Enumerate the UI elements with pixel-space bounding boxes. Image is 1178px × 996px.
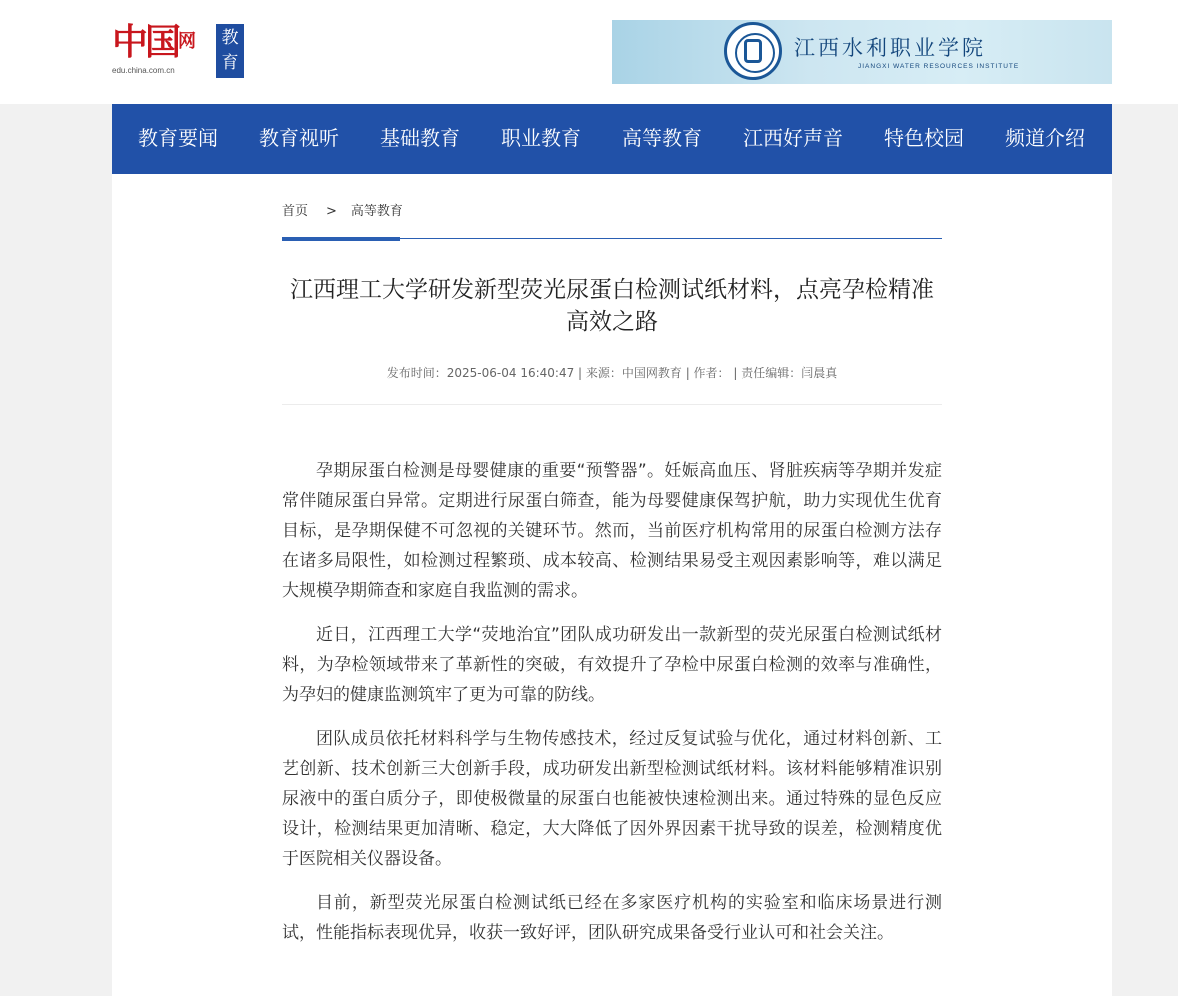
- article-title: 江西理工大学研发新型荧光尿蛋白检测试纸材料，点亮孕检精准高效之路: [290, 277, 934, 335]
- article-paragraph: 近日，江西理工大学“荧地治宜”团队成功研发出一款新型的荧光尿蛋白检测试纸材料，为孕检领域带来了革新性的突破，有效提升了孕检中尿蛋白检测的效率与准确性，为孕妇的健康监测筑牢了更为可靠的防线。: [282, 625, 942, 705]
- nav-item-education-news[interactable]: 教育要闻: [138, 126, 218, 150]
- breadcrumb: [282, 200, 403, 219]
- school-emblem-icon: [724, 22, 782, 80]
- logo-channel-badge: 教育: [216, 24, 244, 78]
- logo-wang-text: 网: [178, 31, 197, 52]
- banner-school-name: 江西水利职业学院: [794, 36, 986, 60]
- breadcrumb-separator: >: [326, 204, 337, 219]
- nav-item-jiangxi-voice[interactable]: 江西好声音: [743, 126, 843, 150]
- breadcrumb-home-link[interactable]: 首页: [282, 204, 309, 219]
- china-com-cn-logo[interactable]: [112, 20, 244, 78]
- nav-item-basic-education[interactable]: 基础教育: [380, 126, 460, 150]
- breadcrumb-current-link[interactable]: 高等教育: [350, 204, 403, 219]
- article-container: [112, 174, 1112, 996]
- article-paragraph: 目前，新型荧光尿蛋白检测试纸已经在多家医疗机构的实验室和临床场景进行测试，性能指标表现优异，收获一致好评，团队研究成果备受行业认可和社会关注。: [282, 893, 942, 943]
- site-header: [0, 0, 1178, 104]
- breadcrumb-divider-accent: [282, 237, 400, 241]
- logo-main-text: 中国: [112, 21, 179, 63]
- article-body: [282, 456, 942, 962]
- logo-mark: [112, 20, 212, 70]
- meta-divider: [282, 404, 942, 405]
- nav-item-education-video[interactable]: 教育视听: [259, 126, 339, 150]
- article-paragraph: 孕期尿蛋白检测是母婴健康的重要“预警器”。妊娠高血压、肾脏疾病等孕期并发症常伴随尿蛋白异常。定期进行尿蛋白筛查，能为母婴健康保驾护航，助力实现优生优育目标，是孕期保健不可忽视的关键环节。然而，当前医疗机构常用的尿蛋白检测方法存在诸多局限性，如检测过程繁琐、成本较高、检测结果易受主观因素影响等，难以满足大规模孕期筛查和家庭自我监测的需求。: [282, 461, 942, 601]
- article-meta: 发布时间：2025-06-04 16:40:47 | 来源：中国网教育 | 作者： | 责任编辑：闫晨真: [386, 366, 838, 380]
- nav-item-vocational-education[interactable]: 职业教育: [501, 126, 581, 150]
- banner-school-english-name: JIANGXI WATER RESOURCES INSTITUTE: [858, 63, 1020, 70]
- nav-item-higher-education[interactable]: 高等教育: [622, 126, 702, 150]
- logo-domain-text: edu.china.com.cn: [112, 66, 175, 75]
- article-paragraph: 团队成员依托材料科学与生物传感技术，经过反复试验与优化，通过材料创新、工艺创新、技术创新三大创新手段，成功研发出新型检测试纸材料。该材料能够精准识别尿液中的蛋白质分子，即使极微量的尿蛋白也能被快速检测出来。通过特殊的显色反应设计，检测结果更加清晰、稳定，大大降低了因外界因素干扰导致的误差，检测精度优于医院相关仪器设备。: [282, 729, 942, 869]
- nav-item-featured-campus[interactable]: 特色校园: [884, 126, 964, 150]
- jiangxi-water-resources-banner[interactable]: [612, 20, 1112, 84]
- nav-item-channel-intro[interactable]: 频道介绍: [1005, 126, 1085, 150]
- main-nav: [112, 104, 1112, 174]
